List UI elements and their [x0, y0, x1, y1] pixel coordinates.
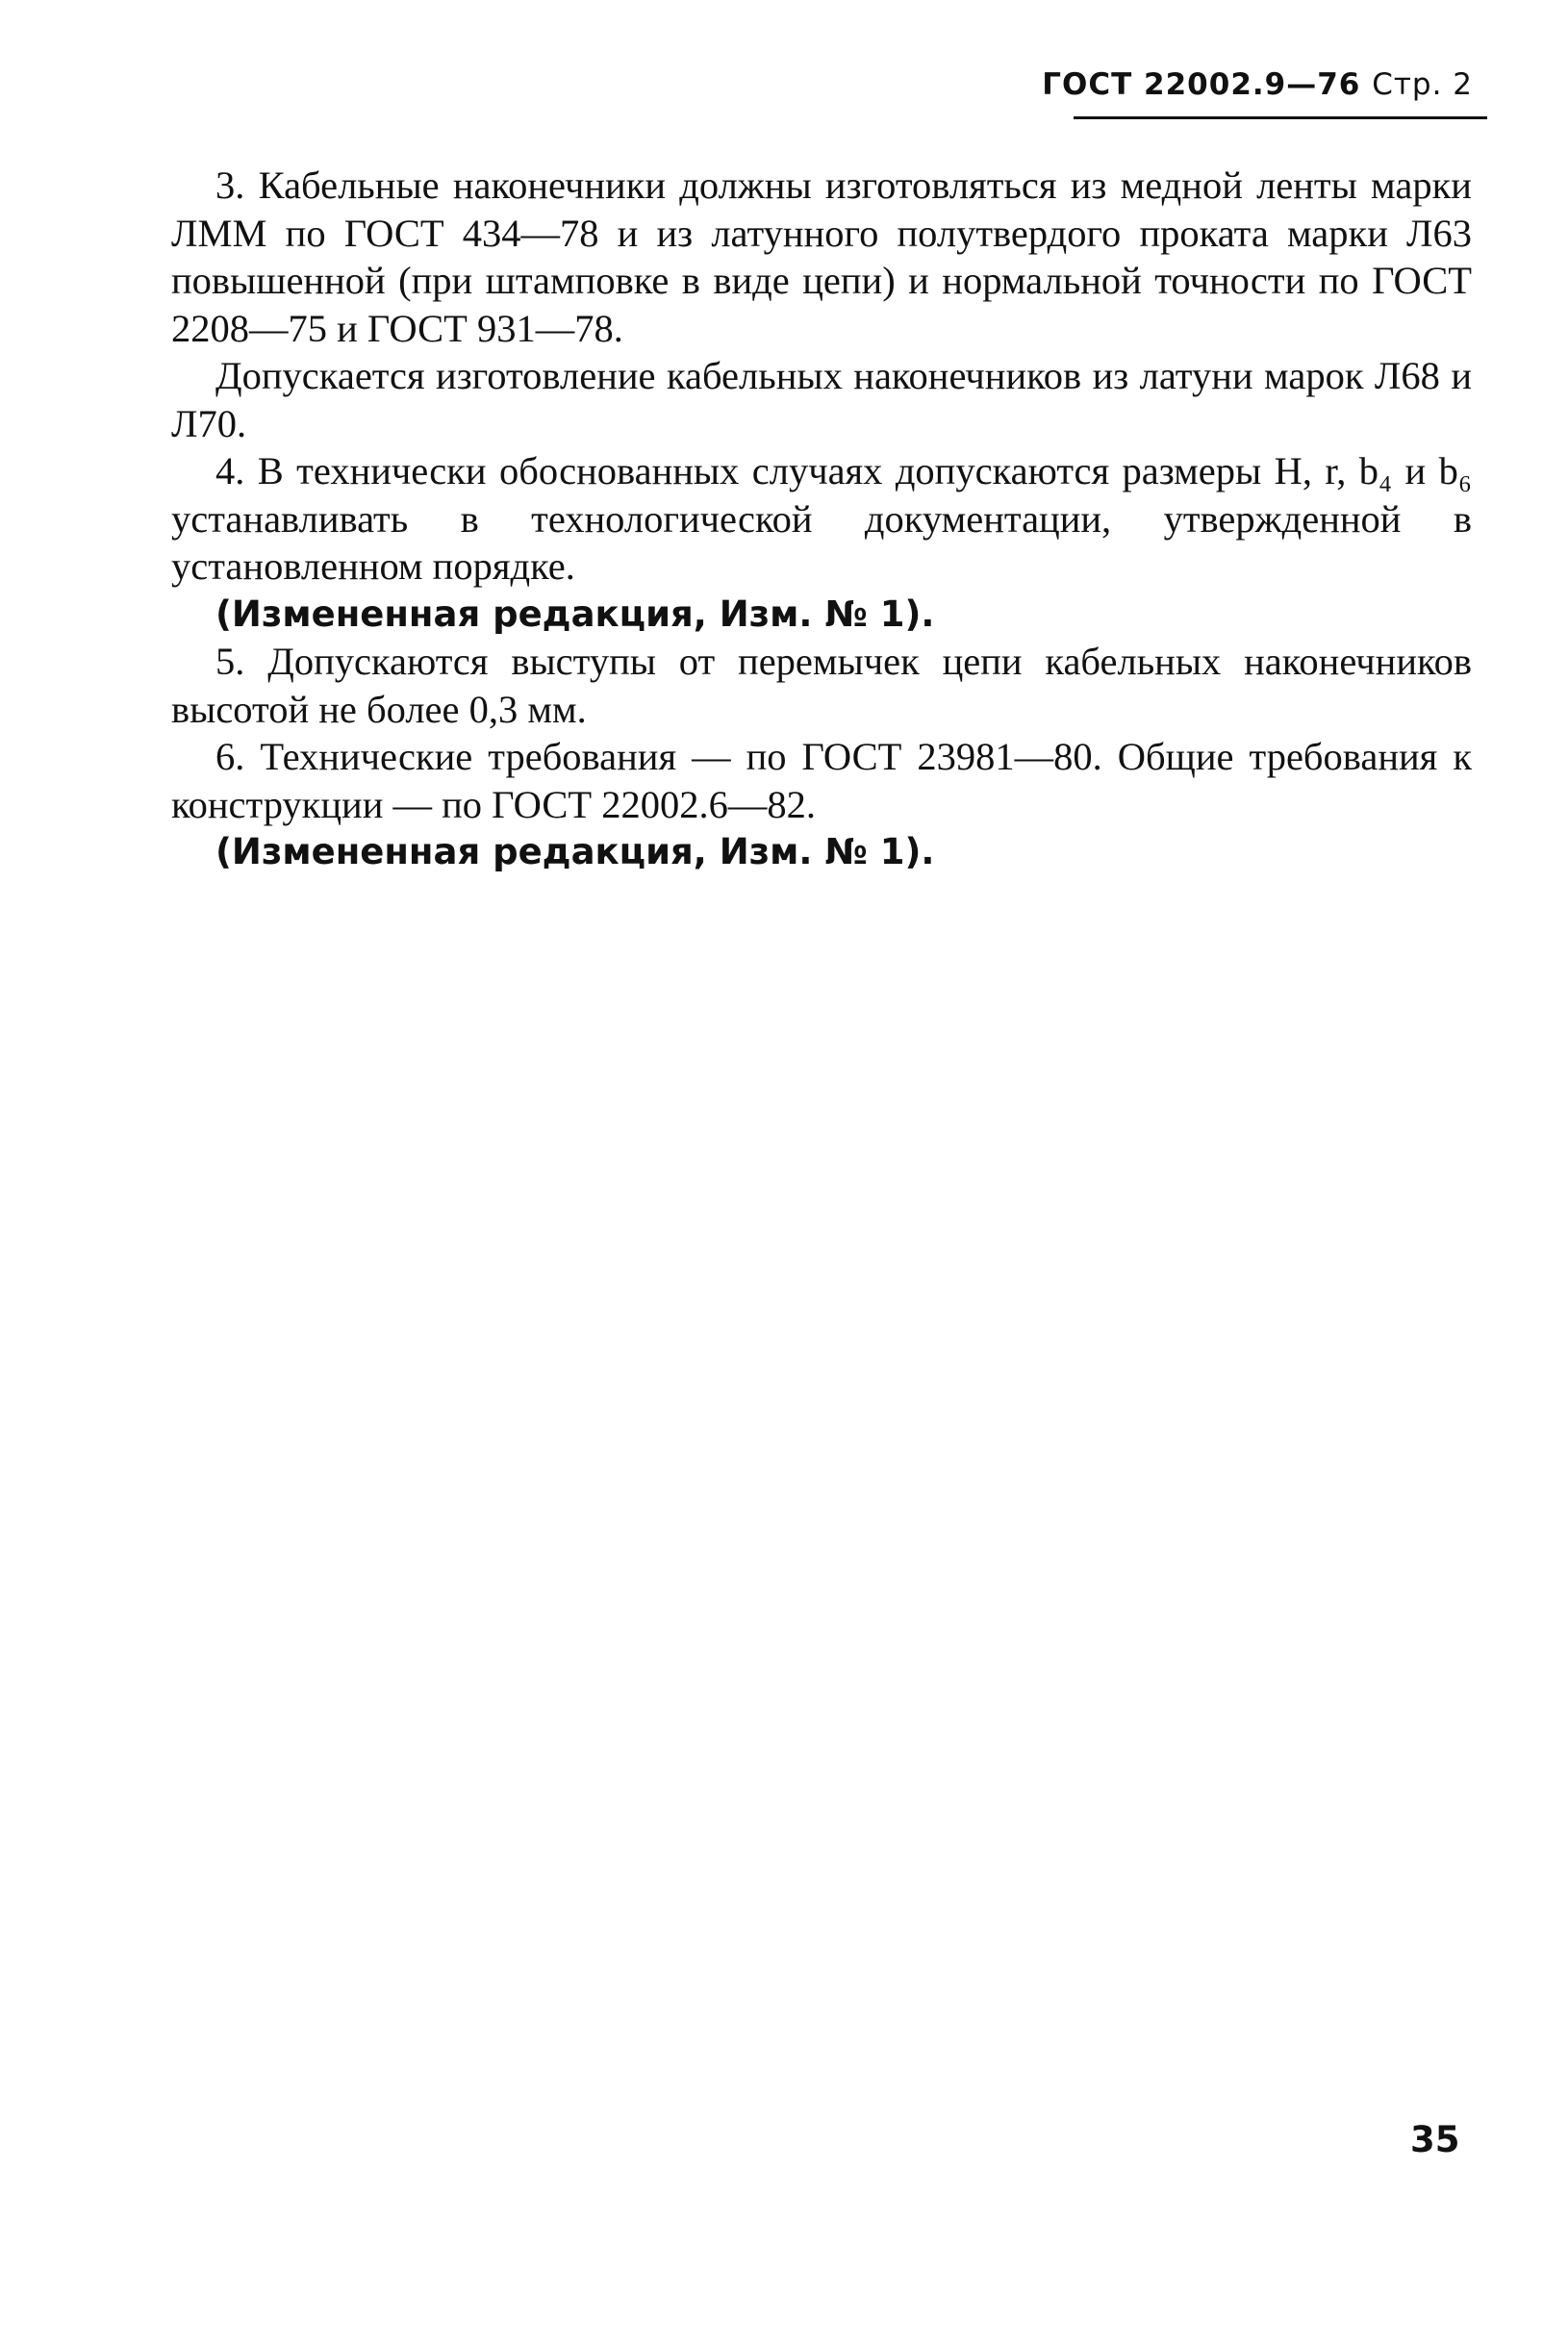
page-number: 35: [1410, 2119, 1460, 2160]
paragraph-item-3: 3. Кабельные наконечники должны изготовляться из медной ленты марки ЛММ по ГОСТ 434—78 и из латунного полутвердого проката марки Л63 повышенной (при штамповке в виде цепи) и нормальной точности по ГОСТ 2208—75 и ГОСТ 931—78.: [171, 164, 1472, 350]
paragraph-brass-allowance: Допускается изготовление кабельных наконечников из латуни марок Л68 и Л70.: [171, 354, 1472, 445]
standard-designation: ГОСТ 22002.9—76: [1042, 67, 1361, 102]
running-header: [1042, 67, 1473, 102]
paragraph-item-5: 5. Допускаются выступы от перемычек цепи кабельных наконечников высотой не более 0,3 мм.: [171, 640, 1472, 731]
paragraph-item-4: 4. В технически обоснованных случаях допускаются размеры H, r, b₄ и b₆ устанавливать в технологической документации, утвержденной в установленном порядке.: [171, 449, 1472, 588]
body-text: [171, 162, 1472, 876]
page-label: Стр. 2: [1372, 67, 1473, 102]
amendment-note: (Измененная редакция, Изм. № 1).: [215, 593, 935, 635]
paragraph-item-6: 6. Технические требования — по ГОСТ 23981—80. Общие требования к конструкции — по ГОСТ 22002.6—82.: [171, 735, 1472, 826]
amendment-note: (Измененная редакция, Изм. № 1).: [215, 831, 935, 872]
header-rule: [1074, 116, 1487, 119]
